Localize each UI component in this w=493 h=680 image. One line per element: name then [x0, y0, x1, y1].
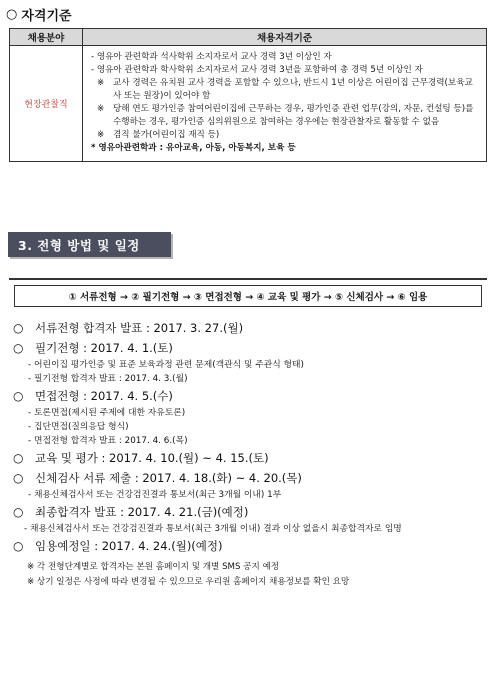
- criteria-note: [91, 77, 480, 103]
- circle-bullet-icon: ○: [13, 539, 24, 553]
- field-cell: 현장관찰직: [10, 46, 83, 162]
- criteria-line: - 영유아 관련학과 학사학위 소지자로서 교사 경력 3년을 포함하여 총 경력 5년 이상인 자: [91, 65, 423, 75]
- schedule-text: 필기전형 : 2017. 4. 1.(토): [35, 341, 173, 355]
- reference-mark-icon: ※: [97, 104, 105, 114]
- schedule-subitem: - 채용신체검사서 또는 건강검진결과 통보서(최근 3개월 이내) 결과 이상 없을시 최종합격자로 임명: [24, 524, 402, 534]
- reference-mark-icon: ※: [97, 78, 105, 88]
- schedule-item: [13, 318, 487, 338]
- note-text: 교사 경력은 유치원 교사 경력을 포함할 수 있으나, 반드시 1년 이상은 어린이집 근무경력(보육교사 또는 원장)이 있어야 함: [113, 78, 473, 101]
- circle-bullet-icon: ○: [13, 505, 24, 519]
- reference-mark-icon: ※: [97, 130, 105, 140]
- header-criteria: 채용자격기준: [83, 29, 487, 46]
- schedule-item: [13, 338, 487, 358]
- note-line: ※ 상기 일정은 사정에 따라 변경될 수 있으므로 우리원 홈페이지 채용정보를 확인 요망: [27, 577, 350, 587]
- note-line: ※ 각 전형단계별로 합격자는 본원 홈페이지 및 개별 SMS 공지 예정: [27, 562, 280, 572]
- schedule-text: 교육 및 평가 : 2017. 4. 10.(월) ~ 4. 15.(토): [35, 451, 269, 465]
- section-title-text: 자격기준: [21, 8, 72, 24]
- circle-bullet-icon: ○: [13, 471, 24, 485]
- circle-bullet-icon: ○: [6, 6, 18, 22]
- schedule-text: 임용예정일 : 2017. 4. 24.(월)(예정): [35, 539, 223, 553]
- qualification-table: [9, 28, 487, 162]
- schedule-text: 최종합격자 발표 : 2017. 4. 21.(금)(예정): [35, 505, 249, 519]
- criteria-line: - 영유아 관련학과 석사학위 소지자로서 교사 경력 3년 이상인 자: [91, 52, 332, 62]
- related-majors: * 영유아관련학과 : 유아교육, 아동, 아동복지, 보육 등: [91, 143, 296, 153]
- criteria-note: [91, 129, 480, 142]
- schedule-subitem: - 면접전형 합격자 발표 : 2017. 4. 6.(목): [28, 436, 188, 446]
- circle-bullet-icon: ○: [13, 341, 24, 355]
- section-qualification-title: [6, 4, 72, 24]
- schedule-item: [13, 468, 487, 488]
- divider: [9, 278, 487, 280]
- schedule-text: 면접전형 : 2017. 4. 5.(수): [35, 389, 173, 403]
- schedule-subitem: - 어린이집 평가인증 및 표준 보육과정 관련 문제(객관식 및 주관식 형태): [28, 360, 304, 370]
- criteria-cell: [83, 46, 487, 162]
- schedule-subitem: - 토론면접(제시된 주제에 대한 자유토론): [28, 408, 186, 418]
- circle-bullet-icon: ○: [13, 389, 24, 403]
- schedule-subitem: - 채용신체검사서 또는 건강검진결과 통보서(최근 3개월 이내) 1부: [28, 490, 282, 500]
- circle-bullet-icon: ○: [13, 321, 24, 335]
- criteria-note: [91, 103, 480, 129]
- schedule-notes: [13, 560, 487, 590]
- note-text: 겸직 불가(어린이집 재직 등): [113, 130, 220, 140]
- schedule-item: [13, 386, 487, 406]
- circle-bullet-icon: ○: [13, 451, 24, 465]
- section-process-badge: 3. 전형 방법 및 일정: [8, 232, 171, 257]
- table-header-row: [10, 29, 487, 46]
- process-flow: ① 서류전형 → ② 필기전형 → ③ 면접전형 → ④ 교육 및 평가 → ⑤ 신체검사 → ⑥ 임용: [14, 285, 482, 307]
- header-field: 채용분야: [10, 29, 83, 46]
- schedule-item: [13, 448, 487, 468]
- schedule-subitem: - 필기전형 합격자 발표 : 2017. 4. 3.(월): [28, 374, 188, 384]
- schedule-list: [13, 318, 487, 590]
- table-row: [10, 46, 487, 162]
- schedule-text: 신체검사 서류 제출 : 2017. 4. 18.(화) ~ 4. 20.(목): [35, 471, 302, 485]
- schedule-item: [13, 536, 487, 556]
- schedule-text: 서류전형 합격자 발표 : 2017. 3. 27.(월): [35, 321, 244, 335]
- schedule-subitem: - 집단면접(질의응답 형식): [28, 422, 129, 432]
- note-text: 당해 연도 평가인증 참여어린이집에 근무하는 경우, 평가인증 관련 업무(강의, 자문, 컨설팅 등)를 수행하는 경우, 평가인증 심의위원으로 참여하는 경우에는 현장관찰자로 활동할 수 없음: [113, 104, 474, 127]
- schedule-item: [13, 502, 487, 522]
